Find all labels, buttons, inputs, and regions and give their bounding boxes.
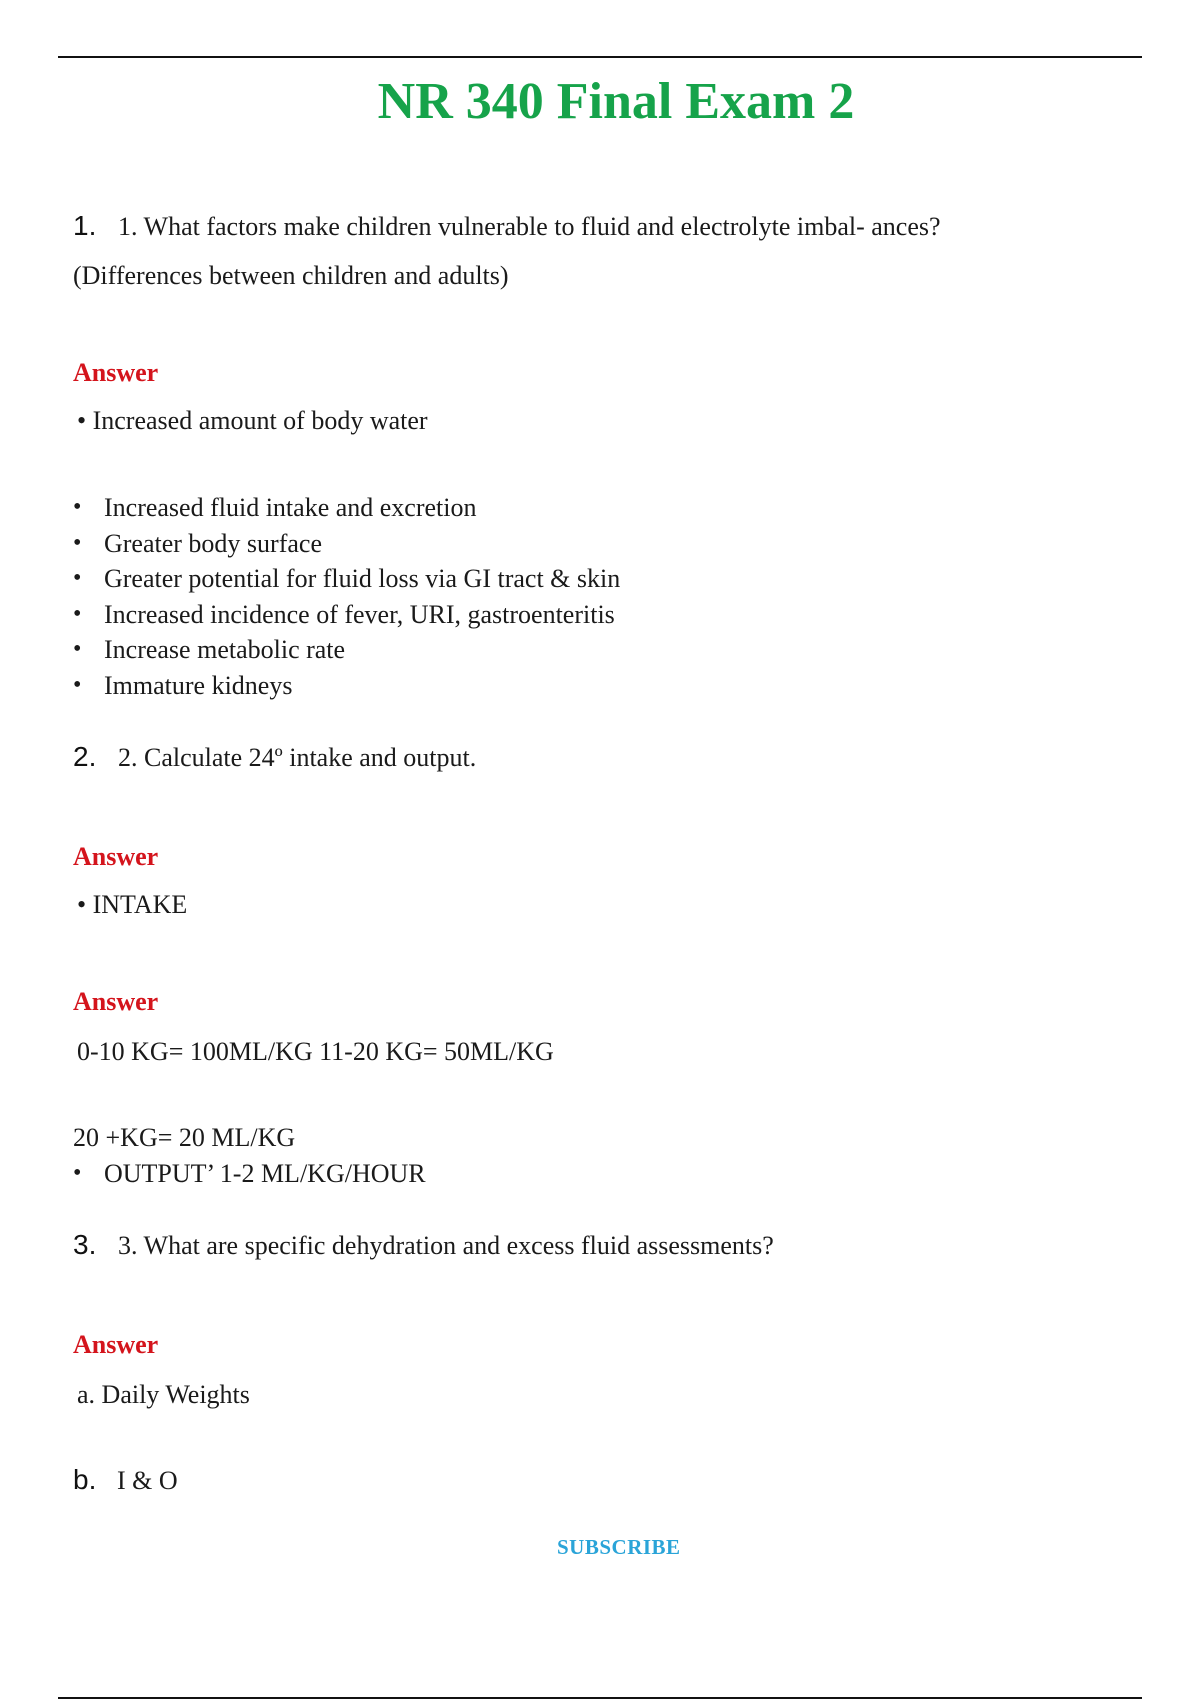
answer-item: 20 +KG= 20 ML/KG [73,1123,296,1152]
bullet-icon: • [73,601,82,627]
question-1-subtext: (Differences between children and adults) [73,261,509,290]
bullet-icon: • [73,494,82,520]
answer-item: • Increased amount of body water [77,406,428,435]
question-1-number: 1. [73,210,97,241]
bullet-icon: • [73,636,82,662]
answer-item-b-label: b. [73,1464,97,1495]
list-item: Immature kidneys [104,671,293,700]
answer-item: • INTAKE [77,890,188,919]
question-1-text: 1. What factors make children vulnerable to fluid and electrolyte imbal- ances? [118,212,941,241]
list-item: OUTPUT’ 1-2 ML/KG/HOUR [104,1159,426,1188]
bullet-icon: • [73,672,82,698]
answer-item-b-text: I & O [117,1466,178,1495]
list-item: Greater potential for fluid loss via GI tract & skin [104,564,621,593]
list-item: Increased incidence of fever, URI, gastroenteritis [104,600,615,629]
list-item: Greater body surface [104,529,322,558]
bottom-rule [58,1697,1142,1699]
bullet-icon: • [73,530,82,556]
list-item: Increase metabolic rate [104,635,346,664]
question-3-text: 3. What are specific dehydration and excess fluid assessments? [118,1231,774,1260]
answer-item: a. Daily Weights [77,1380,250,1409]
answer-label: Answer [73,358,159,387]
list-item: Increased fluid intake and excretion [104,493,477,522]
bullet-icon: • [73,1160,82,1186]
subscribe-link[interactable]: SUBSCRIBE [557,1535,681,1559]
answer-label: Answer [73,987,159,1016]
question-3-number: 3. [73,1229,97,1260]
question-2-number: 2. [73,741,97,772]
answer-label: Answer [73,842,159,871]
answer-label: Answer [73,1330,159,1359]
bullet-icon: • [73,565,82,591]
question-2-text: 2. Calculate 24º intake and output. [118,743,477,772]
top-rule [58,56,1142,58]
answer-item: 0-10 KG= 100ML/KG 11-20 KG= 50ML/KG [77,1037,554,1066]
page-title: NR 340 Final Exam 2 [377,73,855,130]
